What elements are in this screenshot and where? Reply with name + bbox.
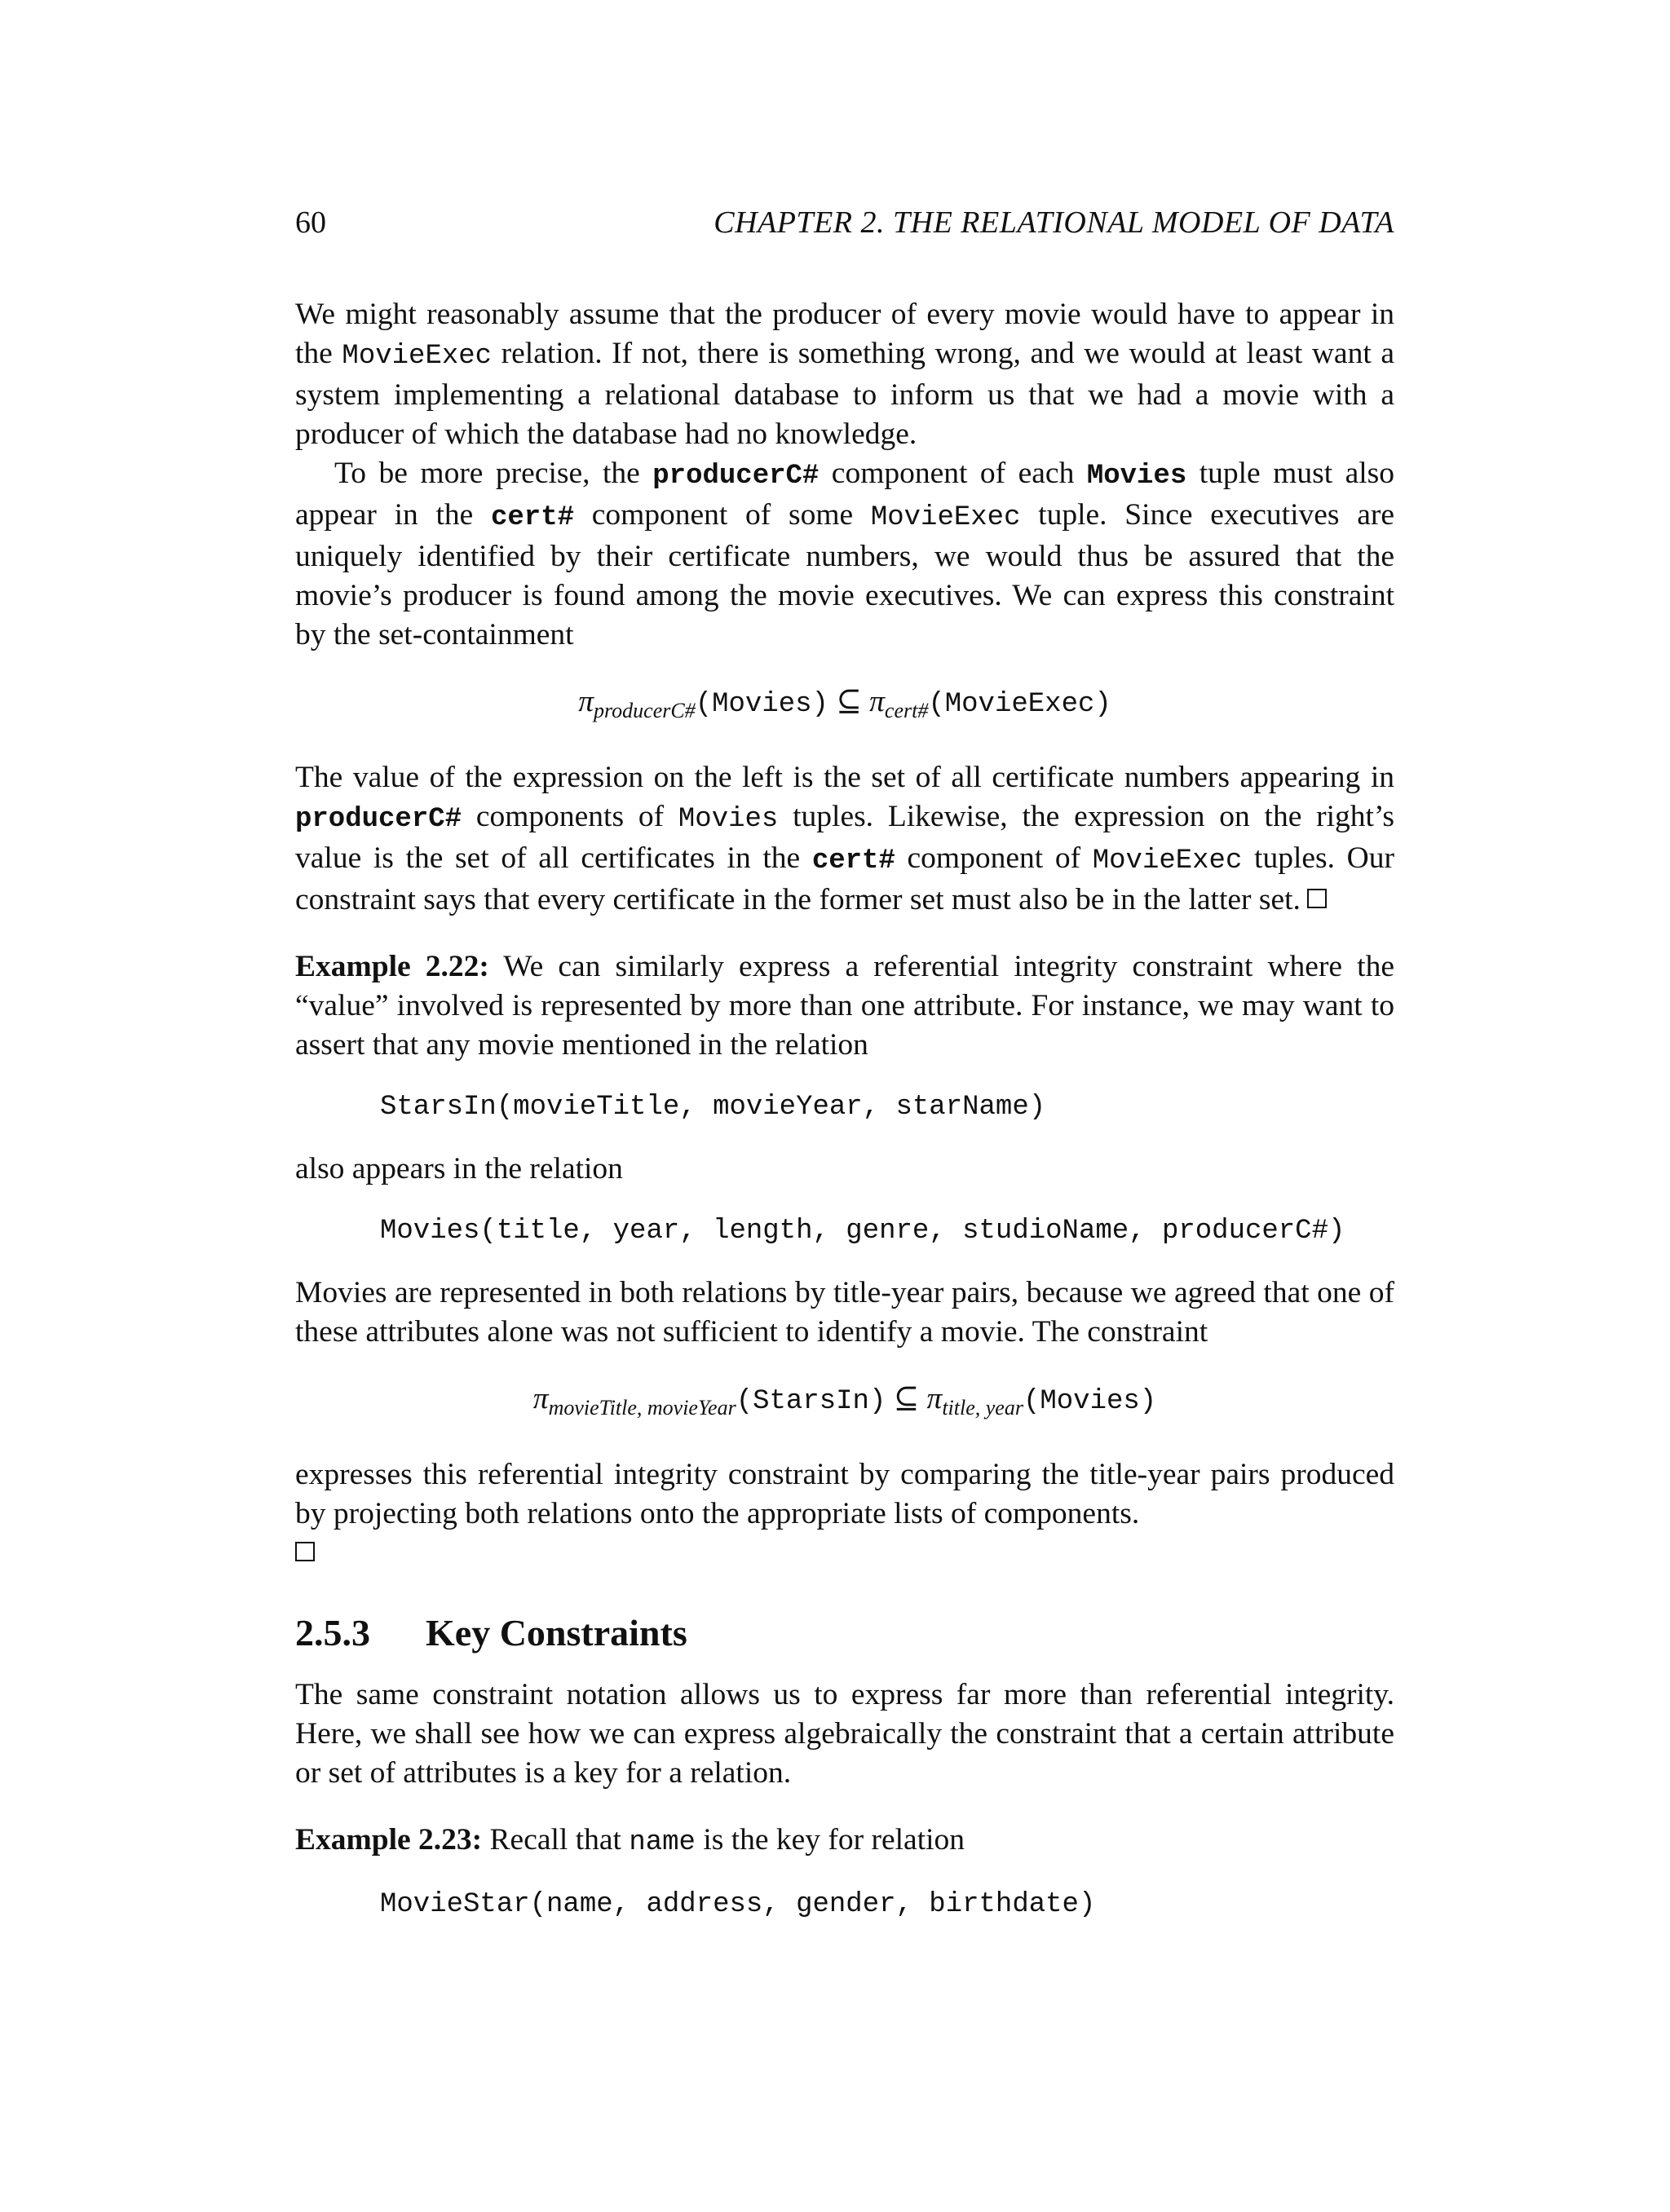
- chapter-title: CHAPTER 2. THE RELATIONAL MODEL OF DATA: [714, 205, 1394, 240]
- text-run: We can similarly express a referential integrity constraint where the “value” involved is represented by more than one attribute. For instance, we may want to assert that any movie mentioned in the relation: [295, 950, 1394, 1062]
- text-run: tuples. Likewise, the expression on the right’s value is the set of all certificates in the: [295, 800, 1394, 875]
- example-label: Example 2.23:: [295, 1823, 483, 1857]
- text-run: component of: [895, 841, 1093, 875]
- end-of-proof-icon: [295, 1542, 315, 1561]
- code-term: producerC#: [295, 804, 462, 835]
- text-run: component of each: [819, 457, 1087, 490]
- text-run: relation. If not, there is something wrong, and we would at least want a system implementing a relational database to inform us that we had a movie with a producer of which the database had no knowledge.: [295, 337, 1394, 451]
- pi-symbol: π: [926, 1382, 943, 1415]
- pi-symbol: π: [869, 685, 885, 718]
- formula-argument: (StarsIn): [736, 1386, 886, 1417]
- code-term: MovieExec: [870, 502, 1021, 533]
- text-run: expresses this referential integrity constraint by comparing the title-year pairs produced by projecting both relations onto the appropriate lists of components.: [295, 1458, 1394, 1530]
- pi-symbol: π: [578, 685, 594, 718]
- text-run: tuple. Since executives are uniquely identified by their certificate numbers, we would thus be assured that the movie’s producer is found among the movie executives. We can express this constraint by the set-containment: [295, 498, 1394, 651]
- code-term: MovieExec: [342, 341, 493, 372]
- formula-subscript: producerC#: [594, 699, 696, 722]
- code-moviestar: MovieStar(name, address, gender, birthdate): [380, 1889, 1096, 1920]
- formula-subscript: movieTitle, movieYear: [548, 1396, 736, 1419]
- paragraph-2: [295, 454, 1394, 655]
- text-run: tuples. Our constraint says that every certificate in the former set must also be in the latter set.: [295, 841, 1394, 916]
- text-run: We might reasonably assume that the producer of every movie would have to appear in the: [295, 298, 1394, 370]
- example-2-23: [295, 1821, 1394, 1862]
- formula-set-containment: [295, 682, 1394, 731]
- text-run: is the key for relation: [695, 1823, 965, 1857]
- example-label: Example 2.22:: [295, 950, 489, 983]
- paragraph-key-constraints: The same constraint notation allows us to express far more than referential integrity. Here, we shall see how we can express algebraically the constraint that a certain attribute or set of attributes is a key for a relation.: [295, 1678, 1394, 1790]
- end-of-proof-icon: [1307, 889, 1327, 908]
- paragraph-expresses: [295, 1455, 1394, 1534]
- section-title: Key Constraints: [426, 1612, 687, 1653]
- formula-subscript: title, year: [942, 1396, 1023, 1419]
- end-of-example-line: [295, 1534, 1394, 1573]
- paragraph-3: [295, 758, 1394, 920]
- page-number: 60: [295, 205, 326, 240]
- formula-subscript: cert#: [884, 699, 929, 722]
- code-term: producerC#: [652, 461, 820, 492]
- code-term: MovieExec: [1092, 846, 1243, 876]
- formula-title-year-containment: [295, 1380, 1394, 1428]
- formula-argument: (Movies): [1023, 1386, 1157, 1417]
- running-header: [295, 202, 1394, 243]
- section-number: 2.5.3: [295, 1612, 370, 1653]
- page-body: [295, 295, 1394, 1924]
- subset-operator: ⊆: [886, 1382, 927, 1415]
- code-starsin: StarsIn(movieTitle, movieYear, starName): [380, 1092, 1046, 1123]
- section-heading: [295, 1609, 1394, 1658]
- code-term: cert#: [811, 846, 895, 876]
- example-2-22: [295, 947, 1394, 1065]
- text-run: tuple must also appear in the: [295, 457, 1395, 532]
- subset-operator: ⊆: [828, 685, 870, 718]
- formula-argument: (MovieExec): [928, 689, 1111, 720]
- code-movies: Movies(title, year, length, genre, studioName, producerC#): [380, 1216, 1345, 1247]
- code-term: Movies: [1086, 461, 1187, 492]
- code-term: Movies: [678, 804, 779, 835]
- formula-argument: (Movies): [695, 689, 828, 720]
- paragraph-also-appears: also appears in the relation: [295, 1152, 623, 1185]
- paragraph-1: [295, 295, 1394, 454]
- text-run: The value of the expression on the left is the set of all certificate numbers appearing in: [295, 761, 1394, 794]
- code-term: cert#: [491, 502, 575, 533]
- text-run: components of: [462, 800, 678, 833]
- paragraph-title-year: Movies are represented in both relations by title-year pairs, because we agreed that one of these attributes alone was not sufficient to identify a movie. The constraint: [295, 1276, 1394, 1349]
- text-run: Recall that: [482, 1823, 630, 1857]
- text-run: To be more precise, the: [334, 457, 653, 490]
- text-run: component of some: [574, 498, 871, 532]
- pi-symbol: π: [532, 1382, 549, 1415]
- code-term: name: [629, 1827, 696, 1858]
